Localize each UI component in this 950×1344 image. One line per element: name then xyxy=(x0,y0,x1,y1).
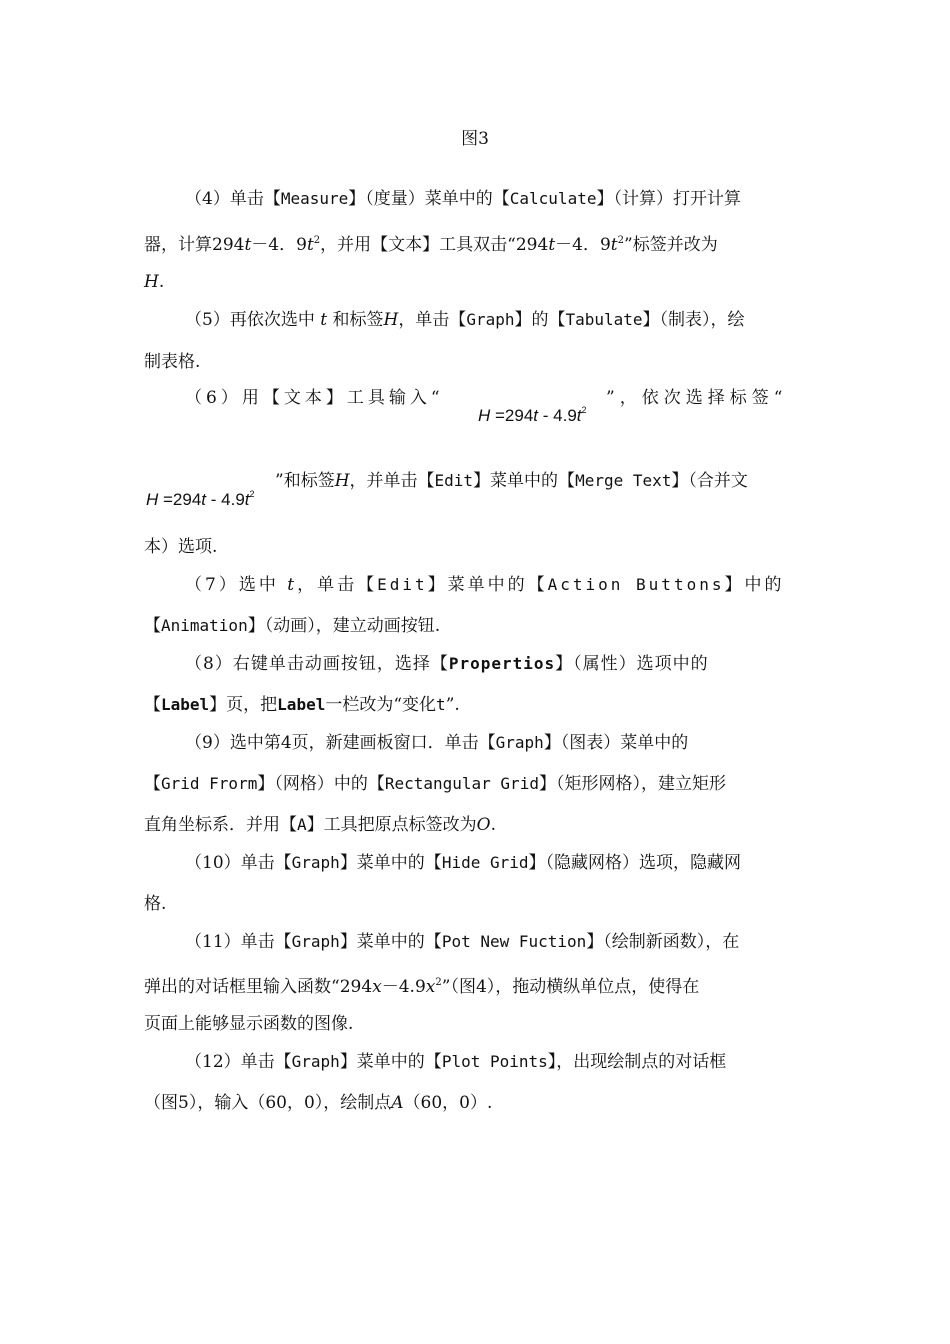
step10-line1: （10）单击【Graph】菜单中的【Hide Grid】（隐藏网格）选项，隐藏网 xyxy=(185,853,742,873)
step6-line2: ”和标签H，并单击【Edit】菜单中的【Merge Text】（合并文 xyxy=(275,471,748,491)
step9-line2: 【Grid Frorm】（网格）中的【Rectangular Grid】（矩形网格），建立矩形 xyxy=(144,774,726,794)
step10-line2: 格. xyxy=(144,894,167,914)
step8-line1: （8）右键单击动画按钮，选择【Propertios】（属性）选项中的 xyxy=(185,654,709,674)
step8-line2: 【Label】页，把Label一栏改为“变化t”. xyxy=(144,695,460,715)
step6-line1b: ”，依次选择标签“ xyxy=(606,388,788,408)
step5-line1: （5）再依次选中 t 和标签H，单击【Graph】的【Tabulate】（制表），绘 xyxy=(185,310,745,330)
step11-line1: （11）单击【Graph】菜单中的【Pot New Fuction】（绘制新函数），在 xyxy=(185,932,740,952)
step4-line2: 器，计算294t－4．$9t^2$，并用【文本】工具双击“294t－4．$9t^2$”标签并改为 xyxy=(144,235,718,255)
step9-line1: （9）选中第4页，新建画板窗口．单击【Graph】（图表）菜单中的 xyxy=(185,733,689,753)
step6-line1a: （6）用【文本】工具输入“ xyxy=(185,388,444,408)
formula-label: $H =294t - 4.9t^2$ xyxy=(146,489,255,509)
step4-line3: H. xyxy=(144,272,165,292)
step9-line3: 直角坐标系．并用【A】工具把原点标签改为O. xyxy=(144,815,496,835)
step5-line2: 制表格. xyxy=(144,352,201,372)
step6-line3: 本）选项. xyxy=(144,537,218,557)
step11-line3: 页面上能够显示函数的图像. xyxy=(144,1014,354,1034)
step7-line1: （7）选中 t，单击【Edit】菜单中的【Action Buttons】中的 xyxy=(185,575,785,595)
step12-line2: （图5），输入（60，0），绘制点A（60，0）. xyxy=(144,1093,493,1113)
step11-line2: 弹出的对话框里输入函数“$294x-4.9x^2$”（图4），拖动横纵单位点，使得在 xyxy=(144,977,700,997)
step4-line1: （4）单击【Measure】（度量）菜单中的【Calculate】（计算）打开计算 xyxy=(185,189,741,209)
step7-line2: 【Animation】（动画），建立动画按钮. xyxy=(144,616,441,636)
formula-input: $H =294t - 4.9t^2$ xyxy=(478,405,587,425)
figure-caption: 图3 xyxy=(461,129,489,149)
step12-line1: （12）单击【Graph】菜单中的【Plot Points】，出现绘制点的对话框 xyxy=(185,1052,727,1072)
